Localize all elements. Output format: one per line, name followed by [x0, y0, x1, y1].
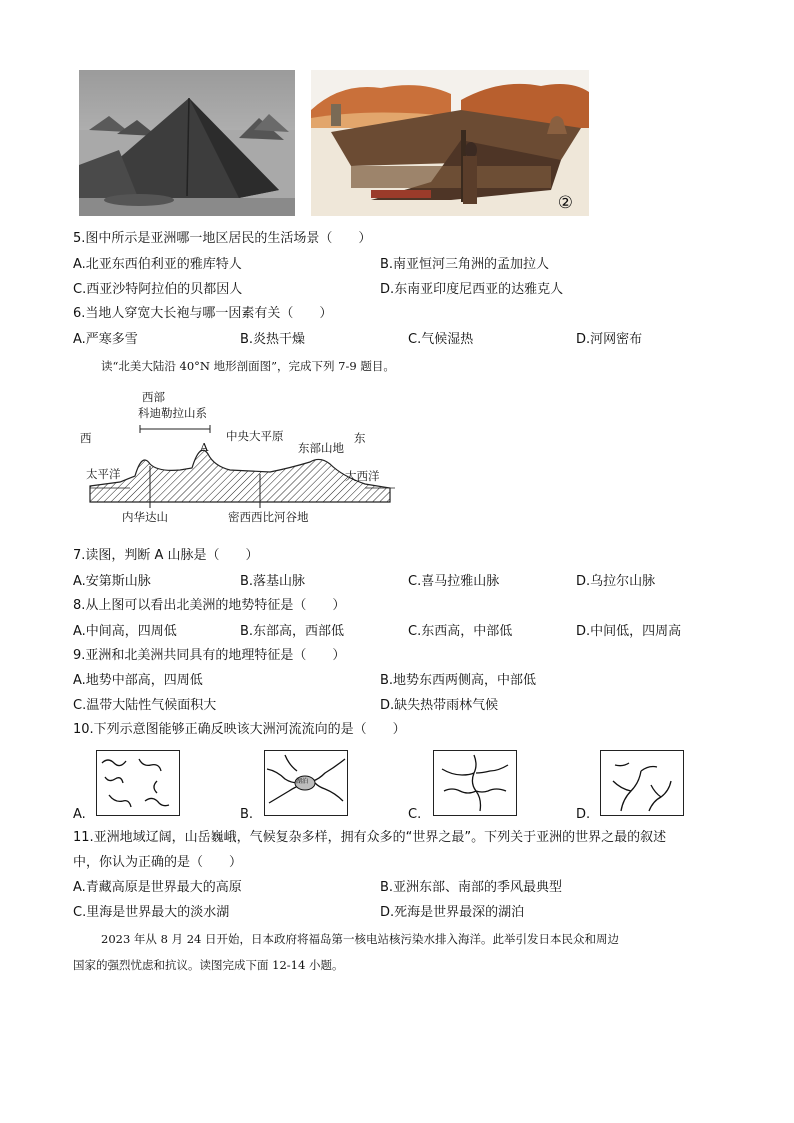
- q5-option-c[interactable]: C.西亚沙特阿拉伯的贝都因人: [73, 282, 243, 297]
- profile-nevada: 内华达山: [122, 510, 168, 524]
- profile-plain: 中央大平原: [226, 429, 284, 443]
- q5-option-a[interactable]: A.北亚东西伯利亚的雅库特人: [73, 257, 242, 272]
- profile-a-label: A: [200, 440, 209, 454]
- photo-marker: ②: [557, 193, 573, 213]
- q6-stem: 6.当地人穿宽大长袍与哪一因素有关（ ）: [73, 306, 333, 321]
- q10-label-b: B.: [240, 807, 254, 822]
- q8-option-d[interactable]: D.中间低，四周高: [576, 624, 682, 639]
- q11-stem-line1: 11.亚洲地域辽阔，山岳巍峨，气候复杂多样，拥有众多的“世界之最”。下列关于亚洲的世界之最的叙述: [73, 830, 667, 845]
- terrain-profile-diagram: [80, 384, 400, 529]
- q11-option-b[interactable]: B.亚洲东部、南部的季风最典型: [380, 880, 563, 895]
- intro-7-9: 读“北美大陆沿 40°N 地形剖面图”，完成下列 7-9 题目。: [101, 359, 395, 373]
- q11-option-d[interactable]: D.死海是世界最深的湖泊: [380, 905, 525, 920]
- q5-stem: 5.图中所示是亚洲哪一地区居民的生活场景（ ）: [73, 231, 372, 246]
- q11-option-c[interactable]: C.里海是世界最大的淡水湖: [73, 905, 230, 920]
- q9-option-d[interactable]: D.缺失热带雨林气候: [380, 698, 499, 713]
- profile-west: 西: [80, 431, 92, 445]
- q8-stem: 8.从上图可以看出北美洲的地势特征是（ ）: [73, 598, 346, 613]
- river-diagram-a[interactable]: [96, 750, 180, 816]
- q8-option-b[interactable]: B.东部高，西部低: [240, 624, 345, 639]
- q6-option-c[interactable]: C.气候湿热: [408, 332, 474, 347]
- q10-label-d: D.: [576, 807, 591, 822]
- river-diagram-c[interactable]: [433, 750, 517, 816]
- profile-atlantic: 大西洋: [345, 469, 380, 483]
- q7-option-b[interactable]: B.落基山脉: [240, 574, 306, 589]
- profile-east-mountains: 东部山地: [298, 441, 344, 455]
- q7-option-d[interactable]: D.乌拉尔山脉: [576, 574, 656, 589]
- q6-option-a[interactable]: A.严寒多雪: [73, 332, 138, 347]
- profile-mississippi: 密西西比河谷地: [228, 510, 309, 524]
- q7-option-c[interactable]: C.喜马拉雅山脉: [408, 574, 500, 589]
- q10-label-a: A.: [73, 807, 86, 822]
- profile-west-label: 西部: [142, 390, 165, 404]
- lake-label: 湖泊: [296, 778, 309, 785]
- profile-east: 东: [354, 431, 366, 445]
- q9-option-b[interactable]: B.地势东西两侧高，中部低: [380, 673, 537, 688]
- q10-label-c: C.: [408, 807, 422, 822]
- q9-option-a[interactable]: A.地势中部高，四周低: [73, 673, 203, 688]
- q11-stem-line2: 中，你认为正确的是（ ）: [73, 855, 243, 870]
- q8-option-a[interactable]: A.中间高，四周低: [73, 624, 177, 639]
- q10-stem: 10.下列示意图能够正确反映该大洲河流流向的是（ ）: [73, 722, 406, 737]
- tent-photo-grayscale: [79, 70, 295, 216]
- profile-range-label: 科迪勒拉山系: [138, 406, 207, 420]
- intro-12-14-line2: 国家的强烈忧虑和抗议。读图完成下面 12-14 小题。: [73, 958, 344, 972]
- q6-option-b[interactable]: B.炎热干燥: [240, 332, 306, 347]
- q11-option-a[interactable]: A.青藏高原是世界最大的高原: [73, 880, 242, 895]
- bedouin-camp-photo: [311, 70, 589, 216]
- q7-option-a[interactable]: A.安第斯山脉: [73, 574, 151, 589]
- q7-stem: 7.读图，判断 A 山脉是（ ）: [73, 548, 259, 563]
- q5-option-d[interactable]: D.东南亚印度尼西亚的达雅克人: [380, 282, 564, 297]
- q9-stem: 9.亚洲和北美洲共同具有的地理特征是（ ）: [73, 648, 346, 663]
- q6-option-d[interactable]: D.河网密布: [576, 332, 643, 347]
- q8-option-c[interactable]: C.东西高，中部低: [408, 624, 513, 639]
- q5-option-b[interactable]: B.南亚恒河三角洲的孟加拉人: [380, 257, 550, 272]
- river-diagram-d[interactable]: [600, 750, 684, 816]
- q9-option-c[interactable]: C.温带大陆性气候面积大: [73, 698, 217, 713]
- intro-12-14-line1: 2023 年从 8 月 24 日开始，日本政府将福岛第一核电站核污染水排入海洋。此举引发日本民众和周边: [101, 932, 619, 946]
- profile-pacific: 太平洋: [86, 467, 121, 481]
- river-diagram-b[interactable]: [264, 750, 348, 816]
